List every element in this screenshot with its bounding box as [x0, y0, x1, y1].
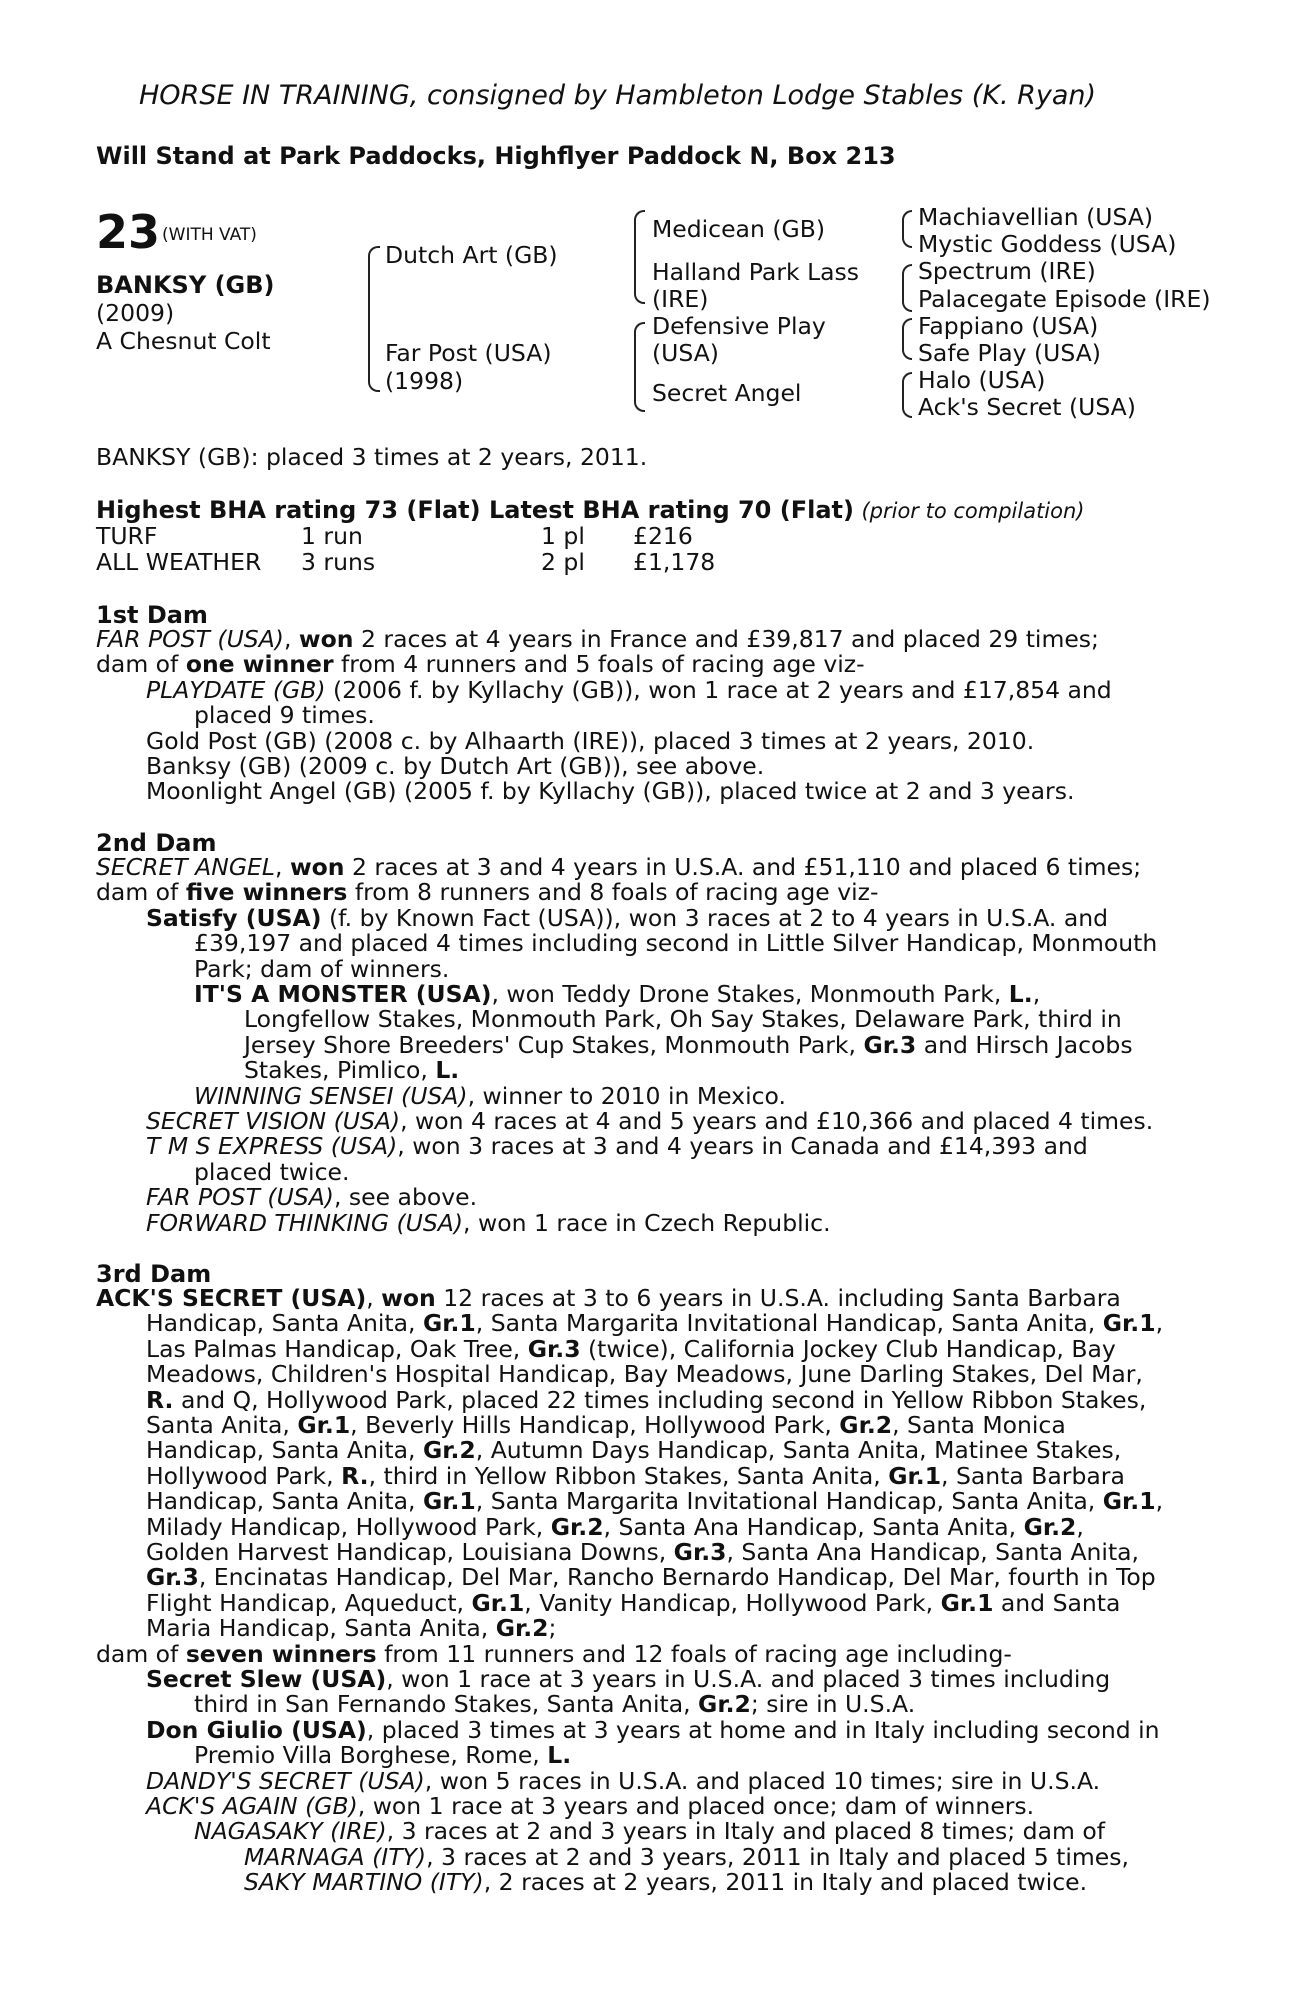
ggp-5: Fappiano (USA) [918, 312, 1099, 340]
record-prize: £1,178 [633, 548, 716, 576]
text: Stakes, Pimlico, [244, 1056, 436, 1085]
text: , Santa Ana Handicap, Santa Anita, [726, 1538, 1140, 1566]
race-summary: BANKSY (GB): placed 3 times at 2 years, 2011. [96, 443, 648, 471]
record-line [146, 1362, 1198, 1387]
text: 2 races at 4 years in France and £39,817 and placed 29 times; [353, 625, 1099, 653]
text: Gold Post (GB) (2008 c. by Alhaarth (IRE)), placed 3 times at 2 years, 2010. [146, 726, 1035, 755]
text: Gr.3 [863, 1030, 917, 1059]
offspring-name: Secret Slew (USA) [146, 1665, 387, 1693]
lot-number: 23 [96, 205, 161, 259]
grade-label: Gr.1 [888, 1461, 942, 1490]
grade-label: Gr.1 [471, 1588, 525, 1617]
text: won [381, 1284, 436, 1312]
grade-label: Gr.2 [839, 1411, 893, 1439]
text: dam of [96, 1639, 186, 1668]
rating-text: Highest BHA rating 73 (Flat) Latest BHA rating 70 (Flat) [96, 496, 854, 524]
sire-parents-brace [634, 210, 645, 304]
text: Gr.2 [698, 1690, 751, 1719]
text: , Santa Margarita Invitational Handicap, Santa Anita, [475, 1309, 1103, 1338]
grade-label: R. [146, 1385, 174, 1414]
text: , won 4 races at 4 and 5 years and £10,366 and placed 4 times. [400, 1107, 1154, 1135]
rating-line [96, 497, 1085, 525]
offspring-name: T M S EXPRESS (USA) [146, 1132, 398, 1161]
grade-label: Gr.3 [146, 1563, 199, 1592]
grade-label: Gr.1 [940, 1588, 994, 1617]
record-line [146, 1616, 1198, 1641]
ggp2-brace [902, 264, 912, 312]
text: Premio Villa Borghese, Rome, [194, 1741, 548, 1770]
text: one winner [185, 650, 334, 679]
horse-year: (2009) [96, 299, 175, 327]
grandsire-2b: (USA) [652, 339, 719, 367]
dam-name: ACK'S SECRET (USA) [96, 1284, 367, 1312]
record-line [146, 1565, 1198, 1590]
text: , see above. [333, 1183, 478, 1212]
offspring-name: NAGASAKY (IRE) [194, 1817, 387, 1846]
text: Meadows, Children's Hospital Handicap, Bay Meadows, June Darling Stakes, Del Mar, [146, 1360, 1143, 1389]
record-table [96, 522, 796, 578]
record-line [146, 1540, 1198, 1565]
ggp-1: Machiavellian (USA) [918, 203, 1154, 231]
text: L. [547, 1741, 572, 1770]
text: from 8 runners and 8 foals of racing age viz- [347, 878, 879, 907]
record-line [146, 1588, 1198, 1617]
text: , Santa Margarita Invitational Handicap, Santa Anita, [475, 1487, 1103, 1516]
text: , [274, 853, 290, 881]
text: , Santa Barbara [941, 1461, 1125, 1490]
third-dam-heading: 3rd Dam [96, 1260, 212, 1288]
record-surface: ALL WEATHER [96, 548, 262, 576]
text: , Beverly Hills Handicap, Hollywood Park, [350, 1411, 840, 1439]
text: Flight Handicap, Aqueduct, [146, 1588, 472, 1617]
granddam-1a: Halland Park Lass [652, 258, 860, 286]
text: , third in Yellow Ribbon Stakes, Santa Anita, [368, 1461, 889, 1490]
text: Santa Anita, [146, 1411, 298, 1439]
grandsire-1: Medicean (GB) [652, 215, 825, 243]
stand-location: Will Stand at Park Paddocks, Highflyer Paddock N, Box 213 [96, 142, 896, 170]
text: dam of [96, 650, 186, 679]
text: Handicap, Santa Anita, [146, 1309, 423, 1338]
horse-name: BANKSY (GB) [96, 271, 275, 299]
grade-label: Gr.1 [1102, 1309, 1156, 1338]
offspring-name: FORWARD THINKING (USA) [146, 1208, 464, 1237]
text: , won 3 races at 3 and 4 years in Canada and £14,393 and [397, 1132, 1088, 1161]
text: Handicap, Santa Anita, [146, 1436, 423, 1465]
text: , Autumn Days Handicap, Santa Anita, Matinee Stakes, [475, 1436, 1122, 1465]
text: , 3 races at 2 and 3 years, 2011 in Italy and placed 5 times, [426, 1842, 1129, 1871]
record-prize: £216 [633, 522, 693, 550]
dam-name: SECRET ANGEL [96, 853, 275, 881]
text: , [1155, 1487, 1164, 1516]
text: , 3 races at 2 and 3 years in Italy and placed 8 times; dam of [386, 1817, 1106, 1846]
text: Park; dam of winners. [194, 954, 450, 983]
text: Banksy (GB) (2009 c. by Dutch Art (GB)), see above. [146, 752, 765, 780]
text: and Hirsch Jacobs [916, 1030, 1133, 1059]
text: won [289, 853, 345, 881]
text: five winners [185, 878, 348, 907]
text: placed 9 times. [194, 701, 375, 730]
grade-label: Gr.1 [297, 1411, 351, 1439]
record-line [146, 1489, 1198, 1514]
dam-name: Far Post (USA) [385, 339, 552, 367]
granddam-2: Secret Angel [652, 379, 802, 407]
grade-label: Gr.2 [1023, 1512, 1077, 1541]
text: , [283, 625, 299, 653]
offspring-name: DANDY'S SECRET (USA) [146, 1766, 425, 1795]
text: Jersey Shore Breeders' Cup Stakes, Monmouth Park, [244, 1030, 864, 1059]
text: from 4 runners and 5 foals of racing age viz- [333, 650, 865, 679]
text: , 2 races at 2 years, 2011 in Italy and placed twice. [483, 1868, 1088, 1897]
record-line [146, 1438, 1198, 1463]
text: Moonlight Angel (GB) (2005 f. by Kyllachy (GB)), placed twice at 2 and 3 years. [146, 777, 1075, 806]
text: Maria Handicap, Santa Anita, [146, 1614, 496, 1643]
grade-label: Gr.1 [1102, 1487, 1156, 1516]
record-runs: 3 runs [301, 548, 376, 576]
offspring-name: MARNAGA (ITY) [244, 1842, 427, 1871]
text: seven winners [185, 1639, 377, 1668]
text: , Encinatas Handicap, Del Mar, Rancho Bernardo Handicap, Del Mar, fourth in Top [198, 1563, 1156, 1592]
dam-year: (1998) [385, 367, 464, 395]
text: 2 races at 3 and 4 years in U.S.A. and £51,110 and placed 6 times; [344, 853, 1142, 881]
text: Golden Harvest Handicap, Louisiana Downs, [146, 1538, 674, 1566]
text: , won 5 races in U.S.A. and placed 10 times; sire in U.S.A. [424, 1766, 1101, 1795]
ggp-7: Halo (USA) [918, 366, 1046, 394]
second-dam-heading: 2nd Dam [96, 829, 217, 857]
text: Longfellow Stakes, Monmouth Park, Oh Say Stakes, Delaware Park, third in [244, 1005, 1122, 1034]
grade-label: Gr.3 [673, 1538, 727, 1566]
record-line [146, 1334, 1198, 1363]
record-line [146, 1385, 1198, 1414]
grade-label: Gr.3 [527, 1334, 581, 1363]
ggp1-brace [902, 210, 912, 248]
offspring-name: Satisfy (USA) [146, 903, 322, 932]
text: Handicap, Santa Anita, [146, 1487, 423, 1516]
text: , Santa Monica [892, 1411, 1066, 1439]
text: Hollywood Park, [146, 1461, 342, 1490]
text: , won 1 race in Czech Republic. [463, 1208, 831, 1237]
offspring-name: PLAYDATE (GB) [146, 675, 326, 704]
offspring-name: WINNING SENSEI (USA) [194, 1081, 468, 1110]
offspring-name: SAKY MARTINO (ITY) [244, 1868, 484, 1897]
first-dam-heading: 1st Dam [96, 601, 208, 629]
ggp4-brace [902, 372, 912, 418]
offspring-name: SECRET VISION (USA) [146, 1107, 401, 1135]
offspring-name: ACK'S AGAIN (GB) [146, 1792, 358, 1820]
text: , [1032, 980, 1041, 1008]
sire-name: Dutch Art (GB) [385, 241, 558, 269]
grade-label: Gr.1 [422, 1487, 476, 1516]
horse-description: A Chesnut Colt [96, 327, 271, 355]
text: Milady Handicap, Hollywood Park, [146, 1512, 551, 1541]
text: (f. by Known Fact (USA)), won 3 races at 2 to 4 years in U.S.A. and [321, 903, 1109, 932]
text: L. [435, 1056, 460, 1085]
text: dam of [96, 878, 186, 907]
text: , won 1 race at 3 years in U.S.A. and placed 3 times including [386, 1665, 1111, 1693]
grade-label: Gr.2 [495, 1614, 549, 1643]
text: , Santa Ana Handicap, Santa Anita, [603, 1512, 1024, 1541]
offspring-name: IT'S A MONSTER (USA) [194, 980, 492, 1008]
text: won [298, 625, 354, 653]
text: third in San Fernando Stakes, Santa Anita, [194, 1690, 699, 1719]
offspring-name: FAR POST (USA) [146, 1183, 334, 1212]
ggp-3: Spectrum (IRE) [918, 257, 1096, 285]
dam-name: FAR POST (USA) [96, 625, 284, 653]
text: , [1155, 1309, 1164, 1338]
text: , won Teddy Drone Stakes, Monmouth Park, [491, 980, 1009, 1008]
text: , placed 3 times at 3 years at home and in Italy including second in [366, 1715, 1160, 1744]
rating-note: (prior to compilation) [861, 499, 1085, 523]
grandsire-2a: Defensive Play [652, 312, 826, 340]
text: and Santa [993, 1588, 1121, 1617]
text: from 11 runners and 12 foals of racing age including- [376, 1639, 1012, 1668]
granddam-1b: (IRE) [652, 285, 709, 313]
record-placed: 1 pl [541, 522, 585, 550]
sire-dam-brace [368, 246, 380, 392]
vat-label: (WITH VAT) [162, 225, 257, 245]
text: (2006 f. by Kyllachy (GB)), won 1 race at 2 years and £17,854 and [325, 675, 1112, 704]
text: , winner to 2010 in Mexico. [467, 1081, 786, 1110]
grade-label: Gr.2 [550, 1512, 604, 1541]
text: , won 1 race at 3 years and placed once; dam of winners. [357, 1792, 1035, 1820]
text: placed twice. [194, 1157, 350, 1186]
grade-label: Gr.1 [422, 1309, 476, 1338]
ggp-4: Palacegate Episode (IRE) [918, 285, 1211, 313]
ggp-8: Ack's Secret (USA) [918, 393, 1136, 421]
text: Las Palmas Handicap, Oak Tree, [146, 1334, 528, 1363]
text: , Vanity Handicap, Hollywood Park, [524, 1588, 941, 1617]
record-line [146, 1311, 1198, 1336]
text: £39,197 and placed 4 times including second in Little Silver Handicap, Monmouth [194, 929, 1158, 958]
text: ; sire in U.S.A. [750, 1690, 916, 1719]
text: L. [1008, 980, 1033, 1008]
ggp-6: Safe Play (USA) [918, 339, 1101, 367]
text: (twice), California Jockey Club Handicap, Bay [580, 1334, 1116, 1363]
text: , [1076, 1512, 1084, 1541]
record-line [146, 1413, 1198, 1438]
record-line [146, 1512, 1198, 1541]
ggp3-brace [902, 318, 912, 360]
record-placed: 2 pl [541, 548, 585, 576]
text: , [366, 1284, 382, 1312]
offspring-name: Don Giulio (USA) [146, 1715, 367, 1744]
page-title: HORSE IN TRAINING, consigned by Hambleton Lodge Stables (K. Ryan) [139, 80, 1097, 111]
record-line [146, 1461, 1198, 1490]
text: ; [548, 1614, 557, 1643]
record-runs: 1 run [301, 522, 363, 550]
text: and Q, Hollywood Park, placed 22 times including second in Yellow Ribbon Stakes, [173, 1385, 1147, 1414]
grade-label: R. [341, 1461, 369, 1490]
grade-label: Gr.2 [422, 1436, 476, 1465]
record-surface: TURF [96, 522, 158, 550]
dam-parents-brace [634, 322, 645, 412]
ggp-2: Mystic Goddess (USA) [918, 230, 1177, 258]
text: 12 races at 3 to 6 years in U.S.A. including Santa Barbara [435, 1284, 1121, 1312]
